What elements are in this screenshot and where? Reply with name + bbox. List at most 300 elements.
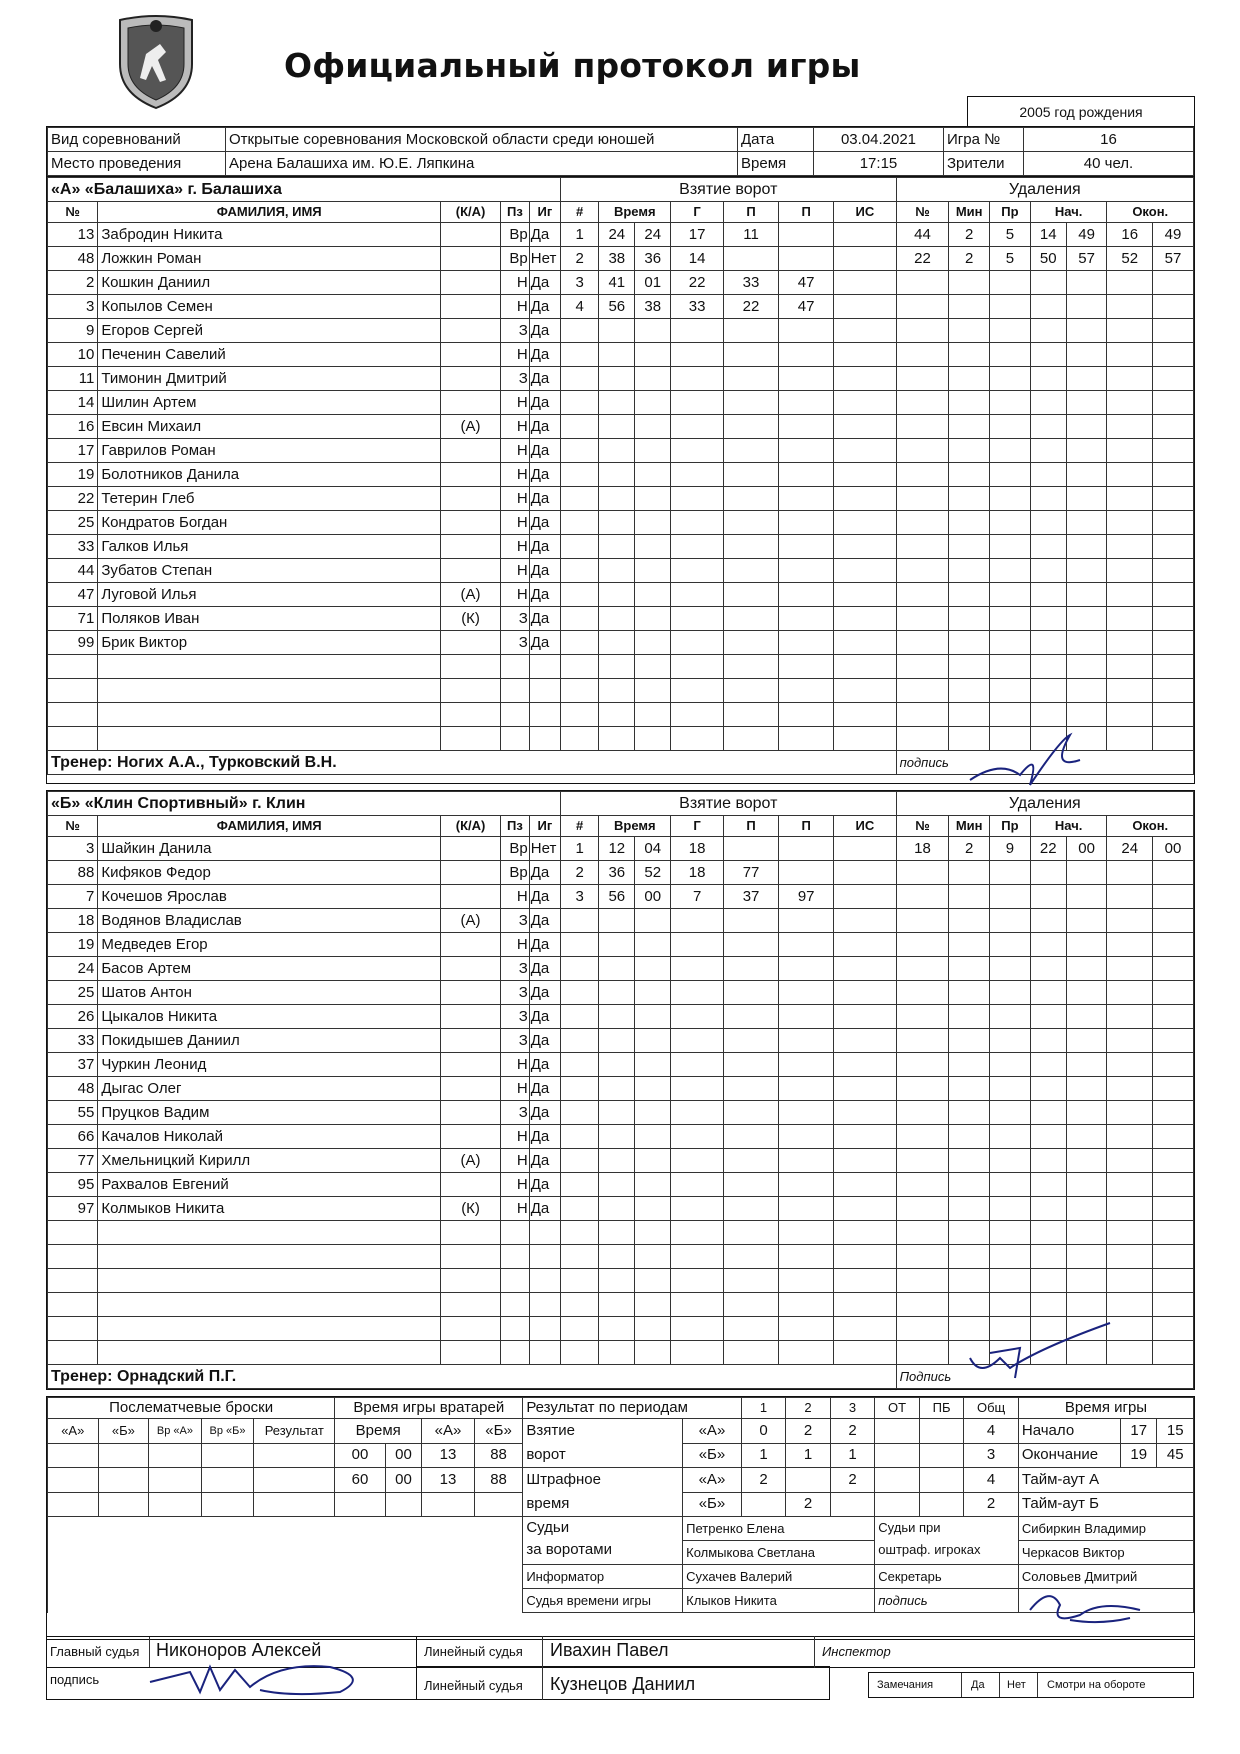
gk-row2-sec: 00 <box>385 1468 421 1493</box>
player-played: Да <box>529 885 560 909</box>
goal-number: 2 <box>561 861 599 885</box>
player-position: Вр <box>501 247 530 271</box>
player-name: Евсин Михаил <box>98 415 441 439</box>
goal-scorer: 33 <box>671 295 724 319</box>
goal-second: 24 <box>635 223 671 247</box>
head-ref-sign-label: подпись <box>50 1672 100 1687</box>
pim-b-p2: 2 <box>786 1492 831 1517</box>
goals-a-pb <box>919 1419 964 1444</box>
player-role <box>441 271 501 295</box>
goals-a-p1: 0 <box>741 1419 786 1444</box>
player-played: Да <box>529 1125 560 1149</box>
player-number: 3 <box>48 837 98 861</box>
player-position: Н <box>501 1149 530 1173</box>
player-played: Да <box>529 1029 560 1053</box>
penalty-start-sec: 49 <box>1066 223 1107 247</box>
pim-a-p3: 2 <box>830 1468 875 1493</box>
goal-minute: 24 <box>599 223 635 247</box>
player-number: 97 <box>48 1197 98 1221</box>
penalty-start-sec: 00 <box>1066 837 1107 861</box>
signature-head-ref <box>140 1652 380 1700</box>
goals-a-total: 4 <box>964 1419 1019 1444</box>
gk-b-col: «Б» <box>474 1419 523 1444</box>
player-role: (А) <box>441 415 501 439</box>
player-role <box>441 319 501 343</box>
player-played: Да <box>529 1173 560 1197</box>
player-number: 66 <box>48 1125 98 1149</box>
period-3: 3 <box>830 1398 875 1419</box>
so-b: «Б» <box>98 1419 149 1444</box>
team-a-sign-label: подпись <box>896 751 1193 775</box>
player-position: З <box>501 319 530 343</box>
team-a-row <box>48 343 1194 367</box>
info-table <box>46 126 1195 176</box>
period-1: 1 <box>741 1398 786 1419</box>
player-played: Да <box>529 909 560 933</box>
goal-situation <box>834 223 896 247</box>
timekeeper-name: Клыков Никита <box>683 1589 875 1613</box>
team-b-col-pen-start: Нач. <box>1030 816 1107 837</box>
team-b-row <box>48 1149 1194 1173</box>
player-played: Да <box>529 607 560 631</box>
player-role <box>441 511 501 535</box>
game-time-title: Время игры <box>1018 1398 1193 1419</box>
penalty-player: 18 <box>896 837 949 861</box>
penalty-minutes: 2 <box>949 247 990 271</box>
player-name: Кошкин Даниил <box>98 271 441 295</box>
team-b-col-goal-scorer: Г <box>671 816 724 837</box>
goal-assist-1: 37 <box>723 885 778 909</box>
player-role: (К) <box>441 1197 501 1221</box>
team-b-col-is: ИС <box>834 816 896 837</box>
player-position: З <box>501 367 530 391</box>
player-position: З <box>501 1005 530 1029</box>
linesman-2-name: Кузнецов Даниил <box>550 1674 696 1694</box>
team-a-col-ig: Иг <box>529 202 560 223</box>
so-vra: Вр «А» <box>149 1419 202 1444</box>
player-name: Водянов Владислав <box>98 909 441 933</box>
player-position: Н <box>501 271 530 295</box>
secretary-label: Секретарь <box>875 1565 1019 1589</box>
team-b-row <box>48 861 1194 885</box>
team-b-col-ig: Иг <box>529 816 560 837</box>
team-b-col-name: ФАМИЛИЯ, ИМЯ <box>98 816 441 837</box>
player-role <box>441 1029 501 1053</box>
pim-a-total: 4 <box>964 1468 1019 1493</box>
goal-second: 38 <box>635 295 671 319</box>
goal-situation <box>834 837 896 861</box>
birth-year-box <box>967 96 1195 128</box>
team-b-row <box>48 957 1194 981</box>
player-number: 95 <box>48 1173 98 1197</box>
player-role: (А) <box>441 909 501 933</box>
penalty-reason: 9 <box>990 837 1031 861</box>
player-number: 33 <box>48 535 98 559</box>
player-position: З <box>501 909 530 933</box>
player-name: Чуркин Леонид <box>98 1053 441 1077</box>
player-number: 37 <box>48 1053 98 1077</box>
player-name: Брик Виктор <box>98 631 441 655</box>
team-b-row <box>48 1269 1194 1293</box>
goal-assist-2: 47 <box>779 271 834 295</box>
player-name: Печенин Савелий <box>98 343 441 367</box>
player-role <box>441 367 501 391</box>
goal-second: 00 <box>635 885 671 909</box>
goal-judge-2: Колмыкова Светлана <box>683 1541 875 1565</box>
team-a-col-pen-end: Окон. <box>1107 202 1194 223</box>
player-position: Н <box>501 535 530 559</box>
game-value: 16 <box>1024 128 1194 152</box>
team-b-sign-label: Подпись <box>896 1365 1193 1389</box>
pim-b-pb <box>919 1492 964 1517</box>
player-position: З <box>501 631 530 655</box>
player-role <box>441 391 501 415</box>
player-played: Да <box>529 319 560 343</box>
player-number: 10 <box>48 343 98 367</box>
player-role <box>441 957 501 981</box>
penalty-end-min: 16 <box>1107 223 1153 247</box>
goals-a-ot <box>875 1419 920 1444</box>
goal-assist-2 <box>779 223 834 247</box>
goal-assist-2: 47 <box>779 295 834 319</box>
player-name: Галков Илья <box>98 535 441 559</box>
penalty-reason: 5 <box>990 247 1031 271</box>
player-name: Шайкин Данила <box>98 837 441 861</box>
date-label: Дата <box>738 128 814 152</box>
period-pb: ПБ <box>919 1398 964 1419</box>
game-label: Игра № <box>944 128 1024 152</box>
player-number: 48 <box>48 1077 98 1101</box>
signature-secretary <box>1020 1580 1150 1630</box>
so-vrb: Вр «Б» <box>201 1419 254 1444</box>
goal-situation <box>834 885 896 909</box>
start-label: Начало <box>1018 1419 1120 1444</box>
penalty-start-sec: 57 <box>1066 247 1107 271</box>
period-2: 2 <box>786 1398 831 1419</box>
player-number: 99 <box>48 631 98 655</box>
team-a-col-goal-scorer: Г <box>671 202 724 223</box>
player-number: 2 <box>48 271 98 295</box>
player-role <box>441 295 501 319</box>
team-a-goals-title: Взятие ворот <box>560 178 896 202</box>
team-b-col-pen-end: Окон. <box>1107 816 1194 837</box>
inspector-label: Инспектор <box>822 1644 891 1659</box>
player-name: Покидышев Даниил <box>98 1029 441 1053</box>
player-name: Забродин Никита <box>98 223 441 247</box>
team-b-col-num: № <box>48 816 98 837</box>
player-name: Копылов Семен <box>98 295 441 319</box>
player-role <box>441 559 501 583</box>
penbox-label: Судьи при оштраф. игроках <box>875 1517 1019 1565</box>
goal-minute: 36 <box>599 861 635 885</box>
penalty-end-min: 24 <box>1107 837 1153 861</box>
player-role <box>441 1101 501 1125</box>
spectators-label: Зрители <box>944 152 1024 176</box>
goal-scorer: 7 <box>671 885 724 909</box>
secretary-sign-label: подпись <box>875 1589 1019 1613</box>
team-b-section <box>46 790 1195 1390</box>
player-played: Да <box>529 981 560 1005</box>
team-a-row <box>48 247 1194 271</box>
gk-row2-a: 13 <box>422 1468 475 1493</box>
penalty-player: 22 <box>896 247 949 271</box>
team-a-penalties-title: Удаления <box>896 178 1193 202</box>
goals-b-pb <box>919 1443 964 1468</box>
player-played: Да <box>529 535 560 559</box>
player-played: Нет <box>529 837 560 861</box>
player-role <box>441 837 501 861</box>
player-name: Егоров Сергей <box>98 319 441 343</box>
player-role <box>441 343 501 367</box>
notes-yes[interactable]: Да <box>971 1679 985 1691</box>
team-b-row <box>48 1173 1194 1197</box>
goal-assist-2: 97 <box>779 885 834 909</box>
team-a-row <box>48 319 1194 343</box>
player-number: 17 <box>48 439 98 463</box>
team-a-title: «А» «Балашиха» г. Балашиха <box>48 178 561 202</box>
pim-a-p1: 2 <box>741 1468 786 1493</box>
signature-team-b <box>960 1318 1120 1388</box>
player-name: Поляков Иван <box>98 607 441 631</box>
goal-situation <box>834 295 896 319</box>
spectators-value: 40 чел. <box>1024 152 1194 176</box>
player-role <box>441 885 501 909</box>
player-played: Да <box>529 391 560 415</box>
team-a-row <box>48 583 1194 607</box>
player-name: Пруцков Вадим <box>98 1101 441 1125</box>
team-a-row <box>48 559 1194 583</box>
date-value: 03.04.2021 <box>814 128 944 152</box>
goal-assist-2 <box>779 837 834 861</box>
secretary-name: Соловьев Дмитрий <box>1018 1565 1193 1589</box>
player-position: Н <box>501 885 530 909</box>
player-name: Качалов Николай <box>98 1125 441 1149</box>
notes-no[interactable]: Нет <box>1007 1679 1026 1691</box>
shootout-title: Послематчевые броски <box>48 1398 335 1419</box>
player-played: Да <box>529 583 560 607</box>
pim-b-p3 <box>830 1492 875 1517</box>
player-number: 33 <box>48 1029 98 1053</box>
team-b-col-pen-min: Мин <box>949 816 990 837</box>
pim-team-a: «А» <box>683 1468 742 1493</box>
gk-row1-sec: 00 <box>385 1443 421 1468</box>
player-number: 11 <box>48 367 98 391</box>
team-b-col-ka: (К/А) <box>441 816 501 837</box>
goal-assist-1 <box>723 837 778 861</box>
player-role <box>441 933 501 957</box>
player-number: 13 <box>48 223 98 247</box>
goals-label: Взятие ворот <box>523 1419 683 1468</box>
player-position: Вр <box>501 223 530 247</box>
player-number: 22 <box>48 487 98 511</box>
penalty-end-sec: 00 <box>1153 837 1194 861</box>
team-a-col-pen-min: Мин <box>949 202 990 223</box>
team-a-coach: Тренер: Ногих А.А., Турковский В.Н. <box>48 751 897 775</box>
team-b-row <box>48 1293 1194 1317</box>
timeout-b-label: Тайм-аут Б <box>1018 1492 1193 1517</box>
penalty-minutes: 2 <box>949 837 990 861</box>
goal-minute: 12 <box>599 837 635 861</box>
player-name: Луговой Илья <box>98 583 441 607</box>
player-position: З <box>501 1101 530 1125</box>
player-played: Да <box>529 487 560 511</box>
team-a-row <box>48 415 1194 439</box>
player-position: Н <box>501 511 530 535</box>
gk-time-title: Время игры вратарей <box>335 1398 523 1419</box>
goals-team-b: «Б» <box>683 1443 742 1468</box>
player-position: Н <box>501 1197 530 1221</box>
team-a-row <box>48 511 1194 535</box>
player-role <box>441 223 501 247</box>
protocol-title: Официальный протокол игры <box>284 46 861 85</box>
team-b-row <box>48 909 1194 933</box>
team-a-col-pz: Пз <box>501 202 530 223</box>
pim-a-p2 <box>786 1468 831 1493</box>
player-number: 48 <box>48 247 98 271</box>
so-result: Результат <box>254 1419 335 1444</box>
player-name: Басов Артем <box>98 957 441 981</box>
team-b-row <box>48 1077 1194 1101</box>
player-played: Да <box>529 343 560 367</box>
team-b-col-goal-time: Время <box>599 816 671 837</box>
team-b-col-assist-2: П <box>779 816 834 837</box>
gk-row1-b: 88 <box>474 1443 523 1468</box>
team-a-col-pen-start: Нач. <box>1030 202 1107 223</box>
player-position: Н <box>501 439 530 463</box>
goal-assist-1: 22 <box>723 295 778 319</box>
goal-minute: 41 <box>599 271 635 295</box>
player-position: Н <box>501 933 530 957</box>
team-b-row <box>48 1245 1194 1269</box>
team-b-row <box>48 1101 1194 1125</box>
player-played: Да <box>529 559 560 583</box>
player-role: (К) <box>441 607 501 631</box>
goal-second: 36 <box>635 247 671 271</box>
team-a-col-pen-num: № <box>896 202 949 223</box>
player-played: Да <box>529 861 560 885</box>
player-position: Н <box>501 487 530 511</box>
team-b-coach: Тренер: Орнадский П.Г. <box>48 1365 897 1389</box>
team-b-row <box>48 1029 1194 1053</box>
gk-row2-b: 88 <box>474 1468 523 1493</box>
player-name: Медведев Егор <box>98 933 441 957</box>
team-b-col-goal-num: # <box>561 816 599 837</box>
team-b-row <box>48 885 1194 909</box>
end-hour: 19 <box>1121 1443 1157 1468</box>
team-a-row <box>48 679 1194 703</box>
birth-year: 2005 год рождения <box>1019 104 1143 120</box>
goal-judges-label: Судьи за воротами <box>523 1517 683 1565</box>
team-a-row <box>48 391 1194 415</box>
player-played: Да <box>529 295 560 319</box>
player-name: Хмельницкий Кирилл <box>98 1149 441 1173</box>
player-position: Н <box>501 1125 530 1149</box>
player-position: Н <box>501 463 530 487</box>
player-played: Да <box>529 1149 560 1173</box>
penalty-minutes: 2 <box>949 223 990 247</box>
pim-a-ot <box>875 1468 920 1493</box>
goal-minute: 56 <box>599 885 635 909</box>
player-role <box>441 861 501 885</box>
team-a-col-ka: (К/А) <box>441 202 501 223</box>
team-a-row <box>48 703 1194 727</box>
team-a-row <box>48 463 1194 487</box>
player-number: 18 <box>48 909 98 933</box>
player-role <box>441 463 501 487</box>
signature-team-a <box>960 730 1110 790</box>
notes-label: Замечания <box>877 1679 934 1691</box>
team-b-row <box>48 1125 1194 1149</box>
goal-number: 2 <box>560 247 598 271</box>
goal-number: 1 <box>561 837 599 861</box>
penalty-start-min: 50 <box>1030 247 1066 271</box>
goal-assist-1: 11 <box>723 223 778 247</box>
player-played: Да <box>529 415 560 439</box>
gk-row1-min: 00 <box>335 1443 386 1468</box>
player-name: Кифяков Федор <box>98 861 441 885</box>
so-a: «А» <box>48 1419 99 1444</box>
player-number: 44 <box>48 559 98 583</box>
player-name: Гаврилов Роман <box>98 439 441 463</box>
team-b-row <box>48 981 1194 1005</box>
goal-scorer: 22 <box>671 271 724 295</box>
player-number: 7 <box>48 885 98 909</box>
player-number: 24 <box>48 957 98 981</box>
player-position: Н <box>501 391 530 415</box>
team-a-col-goal-time: Время <box>599 202 671 223</box>
penalty-reason: 5 <box>990 223 1031 247</box>
pim-a-pb <box>919 1468 964 1493</box>
player-number: 25 <box>48 511 98 535</box>
team-a-col-goal-num: # <box>560 202 598 223</box>
gk-row2-min: 60 <box>335 1468 386 1493</box>
timeout-a-label: Тайм-аут А <box>1018 1468 1193 1493</box>
player-name: Ложкин Роман <box>98 247 441 271</box>
goal-scorer: 18 <box>671 861 724 885</box>
player-played: Да <box>529 1101 560 1125</box>
goal-minute: 38 <box>599 247 635 271</box>
team-b-row <box>48 1005 1194 1029</box>
team-a-row <box>48 607 1194 631</box>
player-position: Н <box>501 295 530 319</box>
goal-assist-2 <box>779 861 834 885</box>
period-total: Общ <box>964 1398 1019 1419</box>
gk-a-col: «А» <box>422 1419 475 1444</box>
player-number: 19 <box>48 463 98 487</box>
player-role: (А) <box>441 1149 501 1173</box>
team-a-row <box>48 223 1194 247</box>
start-min: 15 <box>1157 1419 1194 1444</box>
player-position: Н <box>501 343 530 367</box>
timekeeper-label: Судья времени игры <box>523 1589 683 1613</box>
player-position: З <box>501 607 530 631</box>
player-role <box>441 1053 501 1077</box>
team-b-col-assist-1: П <box>723 816 778 837</box>
team-a-col-is: ИС <box>834 202 896 223</box>
player-position: Вр <box>501 837 530 861</box>
gk-time-col: Время <box>335 1419 422 1444</box>
team-a-row <box>48 487 1194 511</box>
player-position: Вр <box>501 861 530 885</box>
time-value: 17:15 <box>814 152 944 176</box>
player-name: Колмыков Никита <box>98 1197 441 1221</box>
player-position: З <box>501 957 530 981</box>
goals-b-p3: 1 <box>830 1443 875 1468</box>
team-b-row <box>48 1053 1194 1077</box>
penalty-start-min: 14 <box>1030 223 1066 247</box>
player-position: Н <box>501 559 530 583</box>
player-role <box>441 1005 501 1029</box>
